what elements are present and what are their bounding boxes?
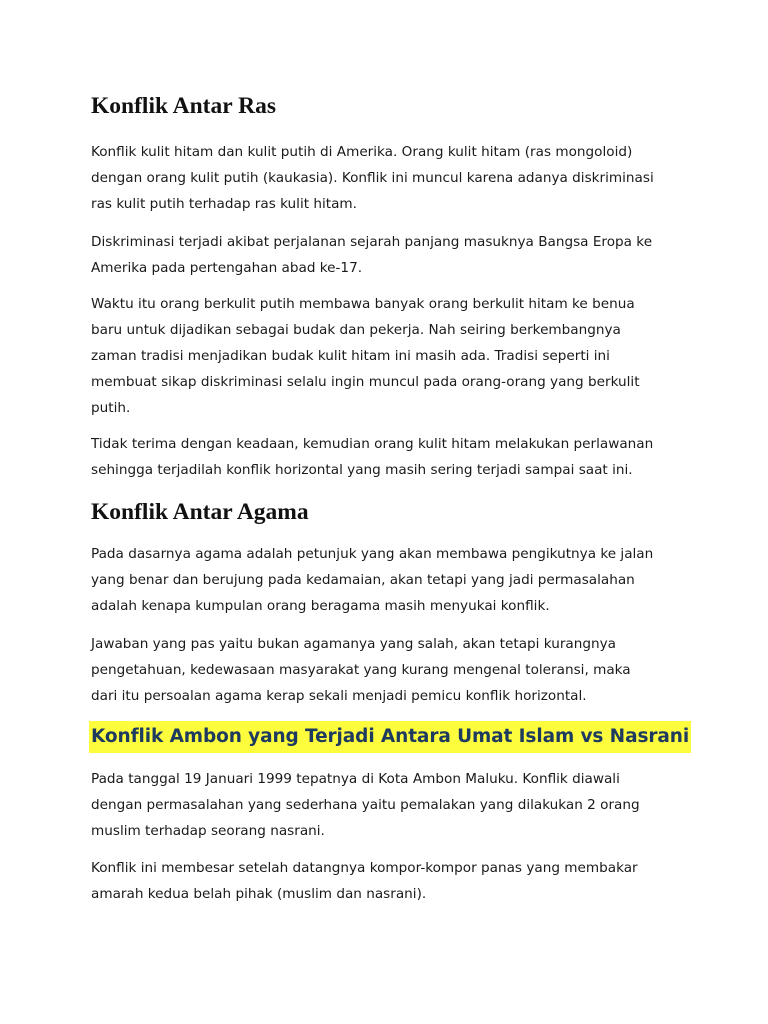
text-line: pengetahuan, kedewasaan masyarakat yang kurang mengenal toleransi, maka: [91, 662, 631, 678]
paragraph-ambon-2: [91, 855, 691, 907]
paragraph-ras-3: [91, 291, 691, 421]
paragraph-agama-1: [91, 541, 691, 619]
text-line: Amerika pada pertengahan abad ke-17.: [91, 260, 363, 276]
text-line: Jawaban yang pas yaitu bukan agamanya yang salah, akan tetapi kurangnya: [91, 636, 616, 652]
text-line: dari itu persoalan agama kerap sekali menjadi pemicu konflik horizontal.: [91, 688, 587, 704]
paragraph-agama-2: [91, 631, 691, 709]
text-line: adalah kenapa kumpulan orang beragama masih menyukai konflik.: [91, 598, 550, 614]
text-line: ras kulit putih terhadap ras kulit hitam.: [91, 196, 357, 212]
section-heading-agama: Konflik Antar Agama: [91, 499, 309, 525]
text-line: membuat sikap diskriminasi selalu ingin muncul pada orang-orang yang berkulit: [91, 374, 640, 390]
text-line: amarah kedua belah pihak (muslim dan nasrani).: [91, 886, 427, 902]
text-line: Diskriminasi terjadi akibat perjalanan sejarah panjang masuknya Bangsa Eropa ke: [91, 234, 653, 250]
text-line: yang benar dan berujung pada kedamaian, akan tetapi yang jadi permasalahan: [91, 572, 635, 588]
subsection-heading-ambon: Konflik Ambon yang Terjadi Antara Umat Islam vs Nasrani: [91, 726, 690, 747]
text-line: dengan permasalahan yang sederhana yaitu pemalakan yang dilakukan 2 orang: [91, 797, 640, 813]
paragraph-ras-4: [91, 431, 691, 483]
text-line: Konflik ini membesar setelah datangnya kompor-kompor panas yang membakar: [91, 860, 638, 876]
section-heading-ras: Konflik Antar Ras: [91, 93, 276, 119]
paragraph-ambon-1: [91, 766, 691, 844]
text-line: Waktu itu orang berkulit putih membawa banyak orang berkulit hitam ke benua: [91, 296, 635, 312]
text-line: Konflik kulit hitam dan kulit putih di Amerika. Orang kulit hitam (ras mongoloid): [91, 144, 633, 160]
text-line: Pada dasarnya agama adalah petunjuk yang akan membawa pengikutnya ke jalan: [91, 546, 654, 562]
text-line: Pada tanggal 19 Januari 1999 tepatnya di Kota Ambon Maluku. Konflik diawali: [91, 771, 620, 787]
paragraph-ras-2: [91, 229, 691, 281]
text-line: muslim terhadap seorang nasrani.: [91, 823, 325, 839]
paragraph-ras-1: [91, 139, 691, 217]
text-line: baru untuk dijadikan sebagai budak dan pekerja. Nah seiring berkembangnya: [91, 322, 621, 338]
text-line: putih.: [91, 400, 131, 416]
text-line: dengan orang kulit putih (kaukasia). Konflik ini muncul karena adanya diskriminasi: [91, 170, 654, 186]
highlighted-subheading: [89, 721, 691, 753]
text-line: sehingga terjadilah konflik horizontal yang masih sering terjadi sampai saat ini.: [91, 462, 633, 478]
text-line: zaman tradisi menjadikan budak kulit hitam ini masih ada. Tradisi seperti ini: [91, 348, 610, 364]
text-line: Tidak terima dengan keadaan, kemudian orang kulit hitam melakukan perlawanan: [91, 436, 654, 452]
